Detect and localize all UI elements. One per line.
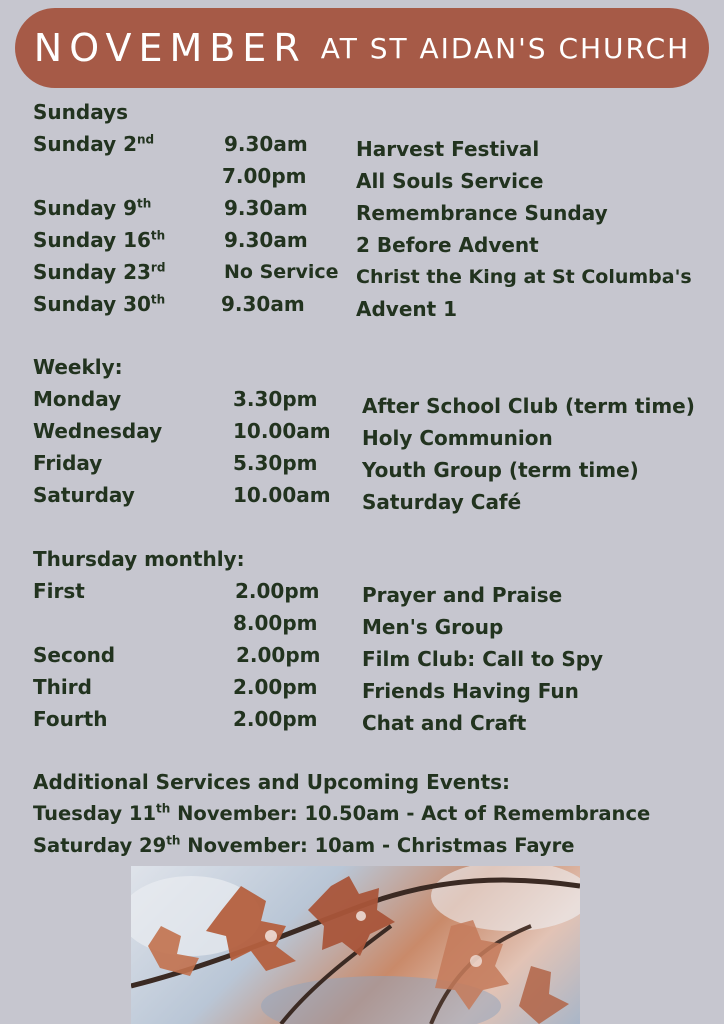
sunday-row-5-day: Sunday 23rd xyxy=(33,260,166,284)
thursday-row-5-event: Chat and Craft xyxy=(362,711,527,735)
sunday-row-3-day: Sunday 9th xyxy=(33,196,152,220)
weekly-row-1-time: 3.30pm xyxy=(233,387,318,411)
sunday-row-4-day: Sunday 16th xyxy=(33,228,166,252)
thursday-row-4-time: 2.00pm xyxy=(233,675,318,699)
sunday-row-5-event: Christ the King at St Columba's xyxy=(356,266,692,288)
additional-item-2: Saturday 29th November: 10am - Christmas Fayre xyxy=(33,833,575,857)
weekly-row-2-event: Holy Communion xyxy=(362,426,553,450)
sunday-row-1-time: 9.30am xyxy=(224,132,308,156)
title-november: NOVEMBER xyxy=(33,26,307,70)
weekly-row-2-time: 10.00am xyxy=(233,419,331,443)
thursday-row-1-event: Prayer and Praise xyxy=(362,583,563,607)
frosted-leaves-photo xyxy=(131,866,580,1024)
sunday-row-4-time: 9.30am xyxy=(224,228,308,252)
header-banner xyxy=(15,8,709,88)
sunday-row-3-time: 9.30am xyxy=(224,196,308,220)
sunday-row-6-time: 9.30am xyxy=(221,292,305,316)
sundays-heading: Sundays xyxy=(33,100,129,124)
weekly-row-2-day: Wednesday xyxy=(33,419,163,443)
weekly-row-1-event: After School Club (term time) xyxy=(362,394,695,418)
additional-item-1: Tuesday 11th November: 10.50am - Act of Remembrance xyxy=(33,801,651,825)
thursday-heading: Thursday monthly: xyxy=(33,547,245,571)
thursday-row-3-time: 2.00pm xyxy=(236,643,321,667)
sunday-row-3-event: Remembrance Sunday xyxy=(356,201,608,225)
sunday-row-1-day: Sunday 2nd xyxy=(33,132,155,156)
thursday-row-4-day: Third xyxy=(33,675,92,699)
thursday-row-3-event: Film Club: Call to Spy xyxy=(362,647,604,671)
weekly-row-4-time: 10.00am xyxy=(233,483,331,507)
weekly-heading: Weekly: xyxy=(33,355,123,379)
weekly-row-4-day: Saturday xyxy=(33,483,135,507)
weekly-row-3-event: Youth Group (term time) xyxy=(362,458,639,482)
sunday-row-6-day: Sunday 30th xyxy=(33,292,166,316)
weekly-row-3-day: Friday xyxy=(33,451,103,475)
title-church: AT ST AIDAN'S CHURCH xyxy=(320,31,691,65)
thursday-row-1-time: 2.00pm xyxy=(235,579,320,603)
sunday-row-4-event: 2 Before Advent xyxy=(356,233,539,257)
thursday-row-2-event: Men's Group xyxy=(362,615,504,639)
thursday-row-1-day: First xyxy=(33,579,85,603)
sunday-row-2-time: 7.00pm xyxy=(222,164,307,188)
thursday-row-3-day: Second xyxy=(33,643,116,667)
sunday-row-5-time: No Service xyxy=(224,261,339,283)
sunday-row-2-event: All Souls Service xyxy=(356,169,544,193)
thursday-row-5-time: 2.00pm xyxy=(233,707,318,731)
weekly-row-3-time: 5.30pm xyxy=(233,451,318,475)
sunday-row-6-event: Advent 1 xyxy=(356,297,458,321)
leaves-illustration xyxy=(131,866,580,1024)
thursday-row-2-time: 8.00pm xyxy=(233,611,318,635)
weekly-row-4-event: Saturday Café xyxy=(362,490,522,514)
additional-heading: Additional Services and Upcoming Events: xyxy=(33,770,511,794)
sunday-row-1-event: Harvest Festival xyxy=(356,137,540,161)
weekly-row-1-day: Monday xyxy=(33,387,122,411)
thursday-row-4-event: Friends Having Fun xyxy=(362,679,579,703)
thursday-row-5-day: Fourth xyxy=(33,707,108,731)
